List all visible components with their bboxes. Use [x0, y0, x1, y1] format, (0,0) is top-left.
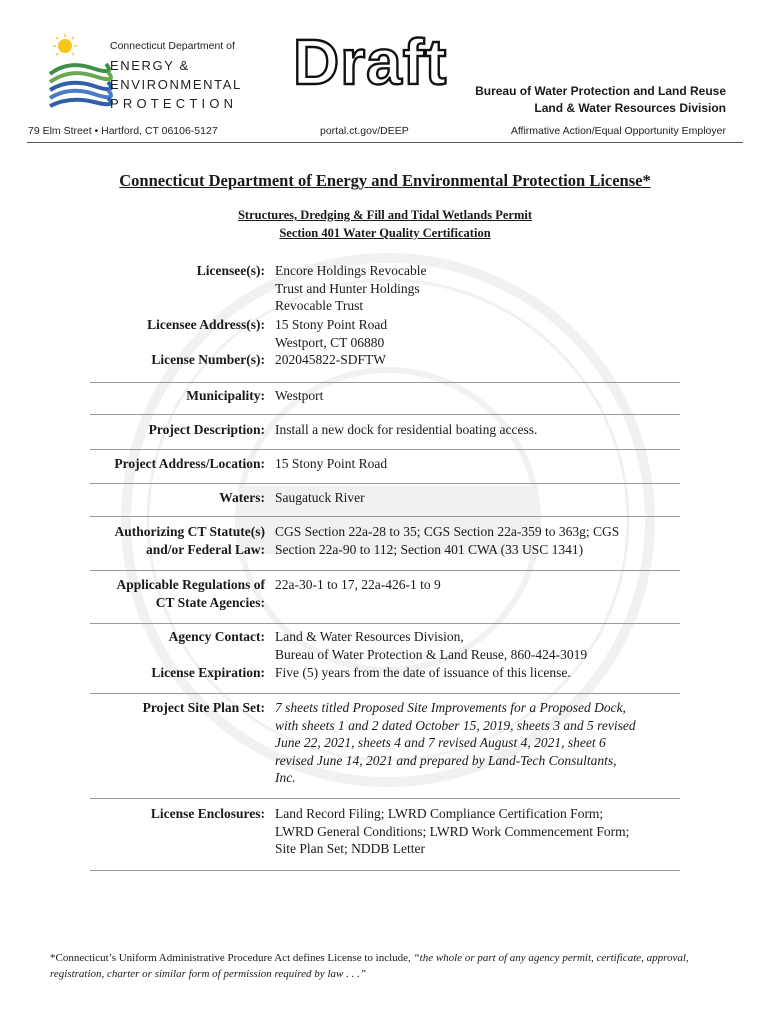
waters-label: Waters:	[219, 490, 265, 505]
project-location-value: 15 Stony Point Road	[275, 456, 388, 471]
licensees-line: Encore Holdings Revocable	[275, 263, 427, 278]
project-location-label: Project Address/Location:	[114, 456, 265, 471]
project-description-label: Project Description:	[148, 422, 265, 437]
statute-label-line: Authorizing CT Statute(s)	[114, 524, 265, 539]
agency-contact-value	[275, 628, 695, 663]
footnote-quote: “the whole or part of any agency permit, certificate, approval, registration, charter or similar form of permission required by law . . .”	[50, 952, 689, 980]
enclosure-line: LWRD General Conditions; LWRD Work Commencement Form;	[275, 823, 630, 839]
agency-contact-label: Agency Contact:	[168, 629, 265, 644]
project-description-value: Install a new dock for residential boating access.	[275, 422, 538, 437]
licensee-address-label: Licensee Address(s):	[147, 317, 265, 332]
footnote	[50, 950, 730, 982]
logo-line-department: Connecticut Department of	[110, 40, 235, 52]
sun-icon	[58, 39, 72, 53]
regulations-label	[116, 576, 265, 611]
street-address: 79 Elm Street • Hartford, CT 06106-5127	[28, 125, 218, 137]
site-plan-label: Project Site Plan Set:	[142, 700, 265, 715]
field-divider	[90, 870, 680, 871]
header-divider	[27, 142, 743, 143]
municipality-value: Westport	[275, 388, 324, 403]
field-divider	[90, 516, 680, 517]
statute-line: Section 22a-90 to 112; Section 401 CWA (33 USC 1341)	[275, 541, 584, 557]
statute-value	[275, 523, 695, 558]
site-plan-line: 7 sheets titled Proposed Site Improvements for a Proposed Dock,	[275, 700, 626, 715]
license-number-value: 202045822-SDFTW	[275, 352, 386, 367]
contact-line: Bureau of Water Protection & Land Reuse, 860-424-3019	[275, 646, 588, 662]
statute-label-line: and/or Federal Law:	[146, 541, 265, 557]
enclosure-line: Land Record Filing; LWRD Compliance Certification Form;	[275, 806, 604, 821]
license-expiration-value: Five (5) years from the date of issuance of this license.	[275, 665, 571, 680]
field-divider	[90, 483, 680, 484]
enclosures-label: License Enclosures:	[150, 806, 265, 821]
bureau-name: Bureau of Water Protection and Land Reuse	[475, 84, 726, 98]
licensees-line: Trust and Hunter Holdings	[275, 280, 420, 296]
field-divider	[90, 693, 680, 694]
logo-line-energy: ENERGY &	[110, 58, 190, 73]
website-link[interactable]: portal.ct.gov/DEEP	[320, 125, 409, 137]
site-plan-line: revised June 14, 2021 and prepared by Land-Tech Consultants,	[275, 752, 617, 768]
regulations-label-line: CT State Agencies:	[155, 594, 265, 610]
regulations-label-line: Applicable Regulations of	[116, 577, 265, 592]
logo-line-environmental: ENVIRONMENTAL	[110, 77, 242, 92]
license-expiration-label: License Expiration:	[151, 665, 265, 680]
draft-watermark: Draft	[293, 26, 448, 98]
field-divider	[90, 414, 680, 415]
enclosure-line: Site Plan Set; NDDB Letter	[275, 841, 425, 856]
logo-line-protection: PROTECTION	[110, 96, 238, 111]
field-divider	[90, 449, 680, 450]
statute-line: CGS Section 22a-28 to 35; CGS Section 22a-359 to 363g; CGS	[275, 524, 620, 539]
regulations-value: 22a-30-1 to 17, 22a-426-1 to 9	[275, 577, 441, 592]
division-name: Land & Water Resources Division	[534, 101, 726, 115]
license-number-label: License Number(s):	[151, 352, 265, 367]
licensees-line: Revocable Trust	[275, 298, 364, 313]
site-plan-line: June 22, 2021, sheets 4 and 7 revised August 4, 2021, sheet 6	[275, 735, 606, 750]
field-divider	[90, 570, 680, 571]
waters-value: Saugatuck River	[275, 490, 365, 505]
statute-label	[114, 523, 265, 558]
permit-type: Structures, Dredging & Fill and Tidal Wetlands Permit	[237, 208, 532, 222]
licensees-label: Licensee(s):	[196, 263, 265, 278]
field-divider	[90, 382, 680, 383]
site-plan-line: Inc.	[275, 770, 296, 785]
enclosures-value	[275, 805, 695, 858]
address-line: 15 Stony Point Road	[275, 317, 388, 332]
bureau-block	[475, 83, 726, 117]
licensee-address-value	[275, 316, 695, 351]
contact-line: Land & Water Resources Division,	[275, 629, 464, 644]
certification-type: Section 401 Water Quality Certification	[279, 226, 491, 240]
employer-statement: Affirmative Action/Equal Opportunity Employer	[510, 125, 726, 137]
document-title: Connecticut Department of Energy and Environmental Protection License*	[119, 171, 651, 190]
field-divider	[90, 623, 680, 624]
field-divider	[90, 798, 680, 799]
site-plan-value	[275, 699, 695, 787]
footnote-text: *Connecticut’s Uniform Administrative Procedure Act defines License to include,	[50, 952, 414, 964]
licensees-value	[275, 262, 695, 315]
address-line: Westport, CT 06880	[275, 334, 385, 350]
site-plan-line: with sheets 1 and 2 dated October 15, 2019, sheets 3 and 5 revised	[275, 717, 636, 733]
municipality-label: Municipality:	[186, 388, 265, 403]
